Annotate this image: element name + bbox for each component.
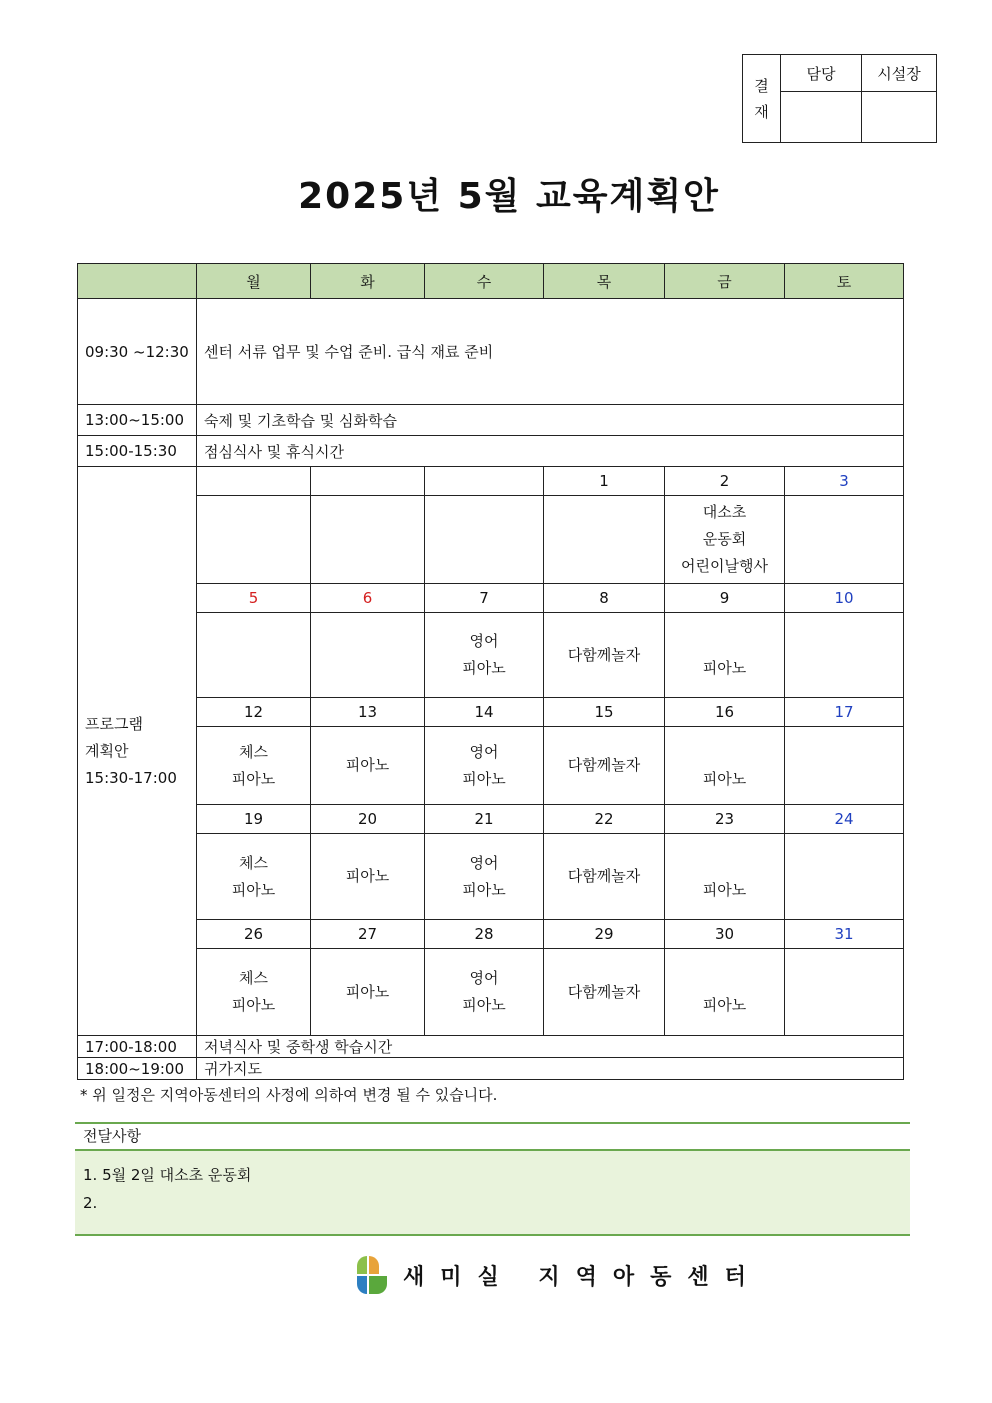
activity-description: 귀가지도 — [197, 1058, 904, 1080]
notice-item: 1. 5월 2일 대소초 운동회 — [83, 1166, 252, 1184]
activity-cell: 영어 피아노 — [425, 834, 544, 920]
date-cell: 29 — [544, 920, 665, 949]
activity-cell: 체스 피아노 — [197, 834, 311, 920]
date-cell: 22 — [544, 805, 665, 834]
date-cell: 27 — [311, 920, 425, 949]
activity-cell — [311, 496, 425, 584]
activity-cell: 다함께놀자 — [544, 613, 665, 698]
time-cell: 17:00-18:00 — [78, 1036, 197, 1058]
date-cell — [311, 467, 425, 496]
approval-label: 결 재 — [743, 55, 781, 143]
date-cell: 3 — [785, 467, 904, 496]
schedule-table — [77, 263, 904, 1080]
day-header: 금 — [665, 264, 785, 299]
day-header: 목 — [544, 264, 665, 299]
date-cell: 5 — [197, 584, 311, 613]
approval-sign-staff[interactable] — [781, 92, 862, 143]
time-cell: 15:00-15:30 — [78, 436, 197, 467]
activity-cell: 대소초 운동회 어린이날행사 — [665, 496, 785, 584]
notice-body — [75, 1151, 910, 1236]
notice-title: 전달사항 — [75, 1122, 910, 1151]
day-header: 수 — [425, 264, 544, 299]
activity-description: 센터 서류 업무 및 수업 준비. 급식 재료 준비 — [197, 299, 904, 405]
date-cell: 14 — [425, 698, 544, 727]
date-cell: 6 — [311, 584, 425, 613]
date-cell: 15 — [544, 698, 665, 727]
activity-cell: 체스 피아노 — [197, 727, 311, 805]
approval-col-staff: 담당 — [781, 55, 862, 92]
approval-col-director: 시설장 — [862, 55, 937, 92]
date-cell: 1 — [544, 467, 665, 496]
activity-cell — [785, 727, 904, 805]
activity-cell: 피아노 — [665, 613, 785, 698]
activity-cell: 영어 피아노 — [425, 727, 544, 805]
activity-description: 저녁식사 및 중학생 학습시간 — [197, 1036, 904, 1058]
page-title: 2025년 5월 교육계획안 — [298, 176, 720, 217]
activity-cell — [544, 496, 665, 584]
activity-cell: 다함께놀자 — [544, 834, 665, 920]
footer — [349, 1254, 762, 1296]
activity-cell: 다함께놀자 — [544, 949, 665, 1036]
activity-cell: 피아노 — [311, 949, 425, 1036]
header-corner — [78, 264, 197, 299]
activity-cell: 영어 피아노 — [425, 613, 544, 698]
date-cell: 10 — [785, 584, 904, 613]
date-cell: 20 — [311, 805, 425, 834]
date-cell: 2 — [665, 467, 785, 496]
date-cell: 7 — [425, 584, 544, 613]
schedule-note: * 위 일정은 지역아동센터의 사정에 의하여 변경 될 수 있습니다. — [80, 1086, 498, 1104]
date-cell: 24 — [785, 805, 904, 834]
day-header: 토 — [785, 264, 904, 299]
date-cell: 8 — [544, 584, 665, 613]
approval-sign-director[interactable] — [862, 92, 937, 143]
date-cell: 9 — [665, 584, 785, 613]
date-cell: 30 — [665, 920, 785, 949]
activity-description: 점심식사 및 휴식시간 — [197, 436, 904, 467]
activity-cell: 영어 피아노 — [425, 949, 544, 1036]
time-cell: 13:00~15:00 — [78, 405, 197, 436]
activity-cell: 피아노 — [665, 949, 785, 1036]
day-header: 화 — [311, 264, 425, 299]
date-cell: 13 — [311, 698, 425, 727]
activity-cell — [785, 496, 904, 584]
program-label: 프로그램 계획안 15:30-17:00 — [78, 467, 197, 1036]
date-cell: 16 — [665, 698, 785, 727]
notice-item: 2. — [83, 1194, 98, 1212]
activity-cell — [785, 613, 904, 698]
activity-cell — [785, 834, 904, 920]
activity-cell — [197, 613, 311, 698]
approval-box — [742, 54, 937, 143]
notice-box — [75, 1122, 910, 1236]
date-cell: 28 — [425, 920, 544, 949]
activity-cell: 피아노 — [311, 727, 425, 805]
center-logo-icon — [349, 1254, 389, 1296]
activity-cell — [785, 949, 904, 1036]
date-cell: 23 — [665, 805, 785, 834]
day-header: 월 — [197, 264, 311, 299]
activity-description: 숙제 및 기초학습 및 심화학습 — [197, 405, 904, 436]
date-cell: 26 — [197, 920, 311, 949]
date-cell: 12 — [197, 698, 311, 727]
time-cell: 09:30 ~12:30 — [78, 299, 197, 405]
activity-cell — [197, 496, 311, 584]
activity-cell: 피아노 — [311, 834, 425, 920]
activity-cell — [311, 613, 425, 698]
activity-cell: 피아노 — [665, 727, 785, 805]
activity-cell: 피아노 — [665, 834, 785, 920]
date-cell — [425, 467, 544, 496]
date-cell: 31 — [785, 920, 904, 949]
date-cell — [197, 467, 311, 496]
activity-cell: 다함께놀자 — [544, 727, 665, 805]
activity-cell — [425, 496, 544, 584]
time-cell: 18:00~19:00 — [78, 1058, 197, 1080]
date-cell: 19 — [197, 805, 311, 834]
date-cell: 17 — [785, 698, 904, 727]
date-cell: 21 — [425, 805, 544, 834]
center-name: 새미실 지역아동센터 — [403, 1264, 762, 1290]
activity-cell: 체스 피아노 — [197, 949, 311, 1036]
